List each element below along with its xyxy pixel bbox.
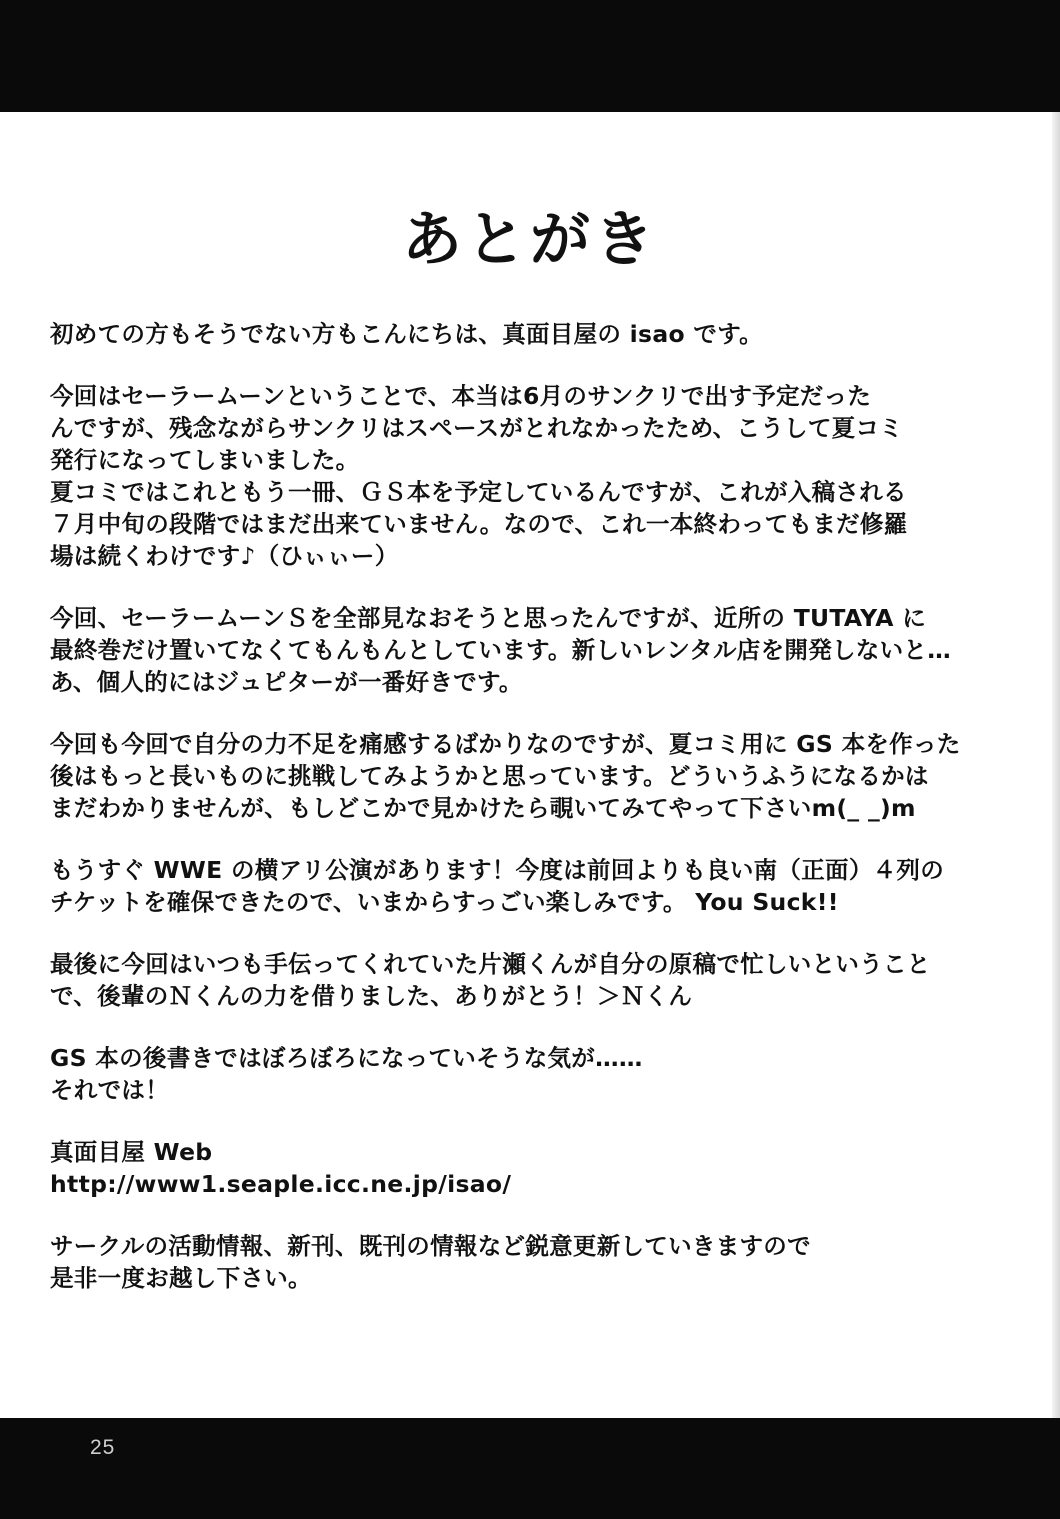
text-line: 真面目屋 Web [50, 1138, 213, 1166]
paragraph [50, 728, 1015, 824]
text-line: で、後輩のＮくんの力を借りました、ありがとう！＞Ｎくん [50, 982, 693, 1010]
paragraph [50, 602, 1015, 698]
text-line: チケットを確保できたので、いまからすっごい楽しみです。 You Suck!! [50, 888, 839, 916]
text-line: ７月中旬の段階ではまだ出来ていません。なので、これ一本終わってもまだ修羅 [50, 510, 908, 538]
paragraph [50, 1042, 1015, 1106]
text-line: 最後に今回はいつも手伝ってくれていた片瀬くんが自分の原稿で忙しいということ [50, 950, 931, 978]
text-line: 場は続くわけです♪（ひぃぃー） [50, 542, 399, 570]
paragraph [50, 948, 1015, 1012]
text-line: それでは！ [50, 1076, 169, 1104]
top-black-band [0, 0, 1060, 112]
text-line: サークルの活動情報、新刊、既刊の情報など鋭意更新していきますので [50, 1232, 811, 1260]
text-line: 是非一度お越し下さい。 [50, 1264, 312, 1292]
text-line: 今回も今回で自分の力不足を痛感するばかりなのですが、夏コミ用に GS 本を作った [50, 730, 961, 758]
paragraph [50, 318, 1015, 350]
text-line: もうすぐ WWE の横アリ公演があります！今度は前回よりも良い南（正面）４列の [50, 856, 945, 884]
paragraph [50, 380, 1015, 572]
paragraph [50, 1230, 1015, 1294]
text-line: 最終巻だけ置いてなくてもんもんとしています。新しいレンタル店を開発しないと… [50, 636, 951, 664]
text-line: 発行になってしまいました。 [50, 446, 360, 474]
text-line: 今回はセーラームーンということで、本当は6月のサンクリで出す予定だった [50, 382, 872, 410]
text-line: 後はもっと長いものに挑戦してみようかと思っています。どういうふうになるかは [50, 762, 929, 790]
bottom-black-band [0, 1418, 1060, 1519]
page-title: あとがき [402, 205, 658, 275]
paragraph [50, 854, 1015, 918]
text-line: まだわかりませんが、もしどこかで見かけたら覗いてみてやって下さいm(_ _)m [50, 794, 916, 822]
text-line: GS 本の後書きではぼろぼろになっていそうな気が…… [50, 1044, 643, 1072]
text-line: 初めての方もそうでない方もこんにちは、真面目屋の isao です。 [50, 320, 763, 348]
paragraph [50, 1136, 1015, 1200]
afterword-body [50, 318, 1015, 1324]
page-number: 25 [90, 1436, 116, 1459]
text-line: んですが、残念ながらサンクリはスペースがとれなかったため、こうして夏コミ [50, 414, 904, 442]
text-line: http://www1.seaple.icc.ne.jp/isao/ [50, 1170, 512, 1198]
text-line: 今回、セーラームーンＳを全部見なおそうと思ったんですが、近所の TUTAYA に [50, 604, 926, 632]
page-edge-shadow [1052, 112, 1060, 1418]
text-line: 夏コミではこれともう一冊、ＧＳ本を予定しているんですが、これが入稿される [50, 478, 907, 506]
text-line: あ、個人的にはジュピターが一番好きです。 [50, 668, 523, 696]
